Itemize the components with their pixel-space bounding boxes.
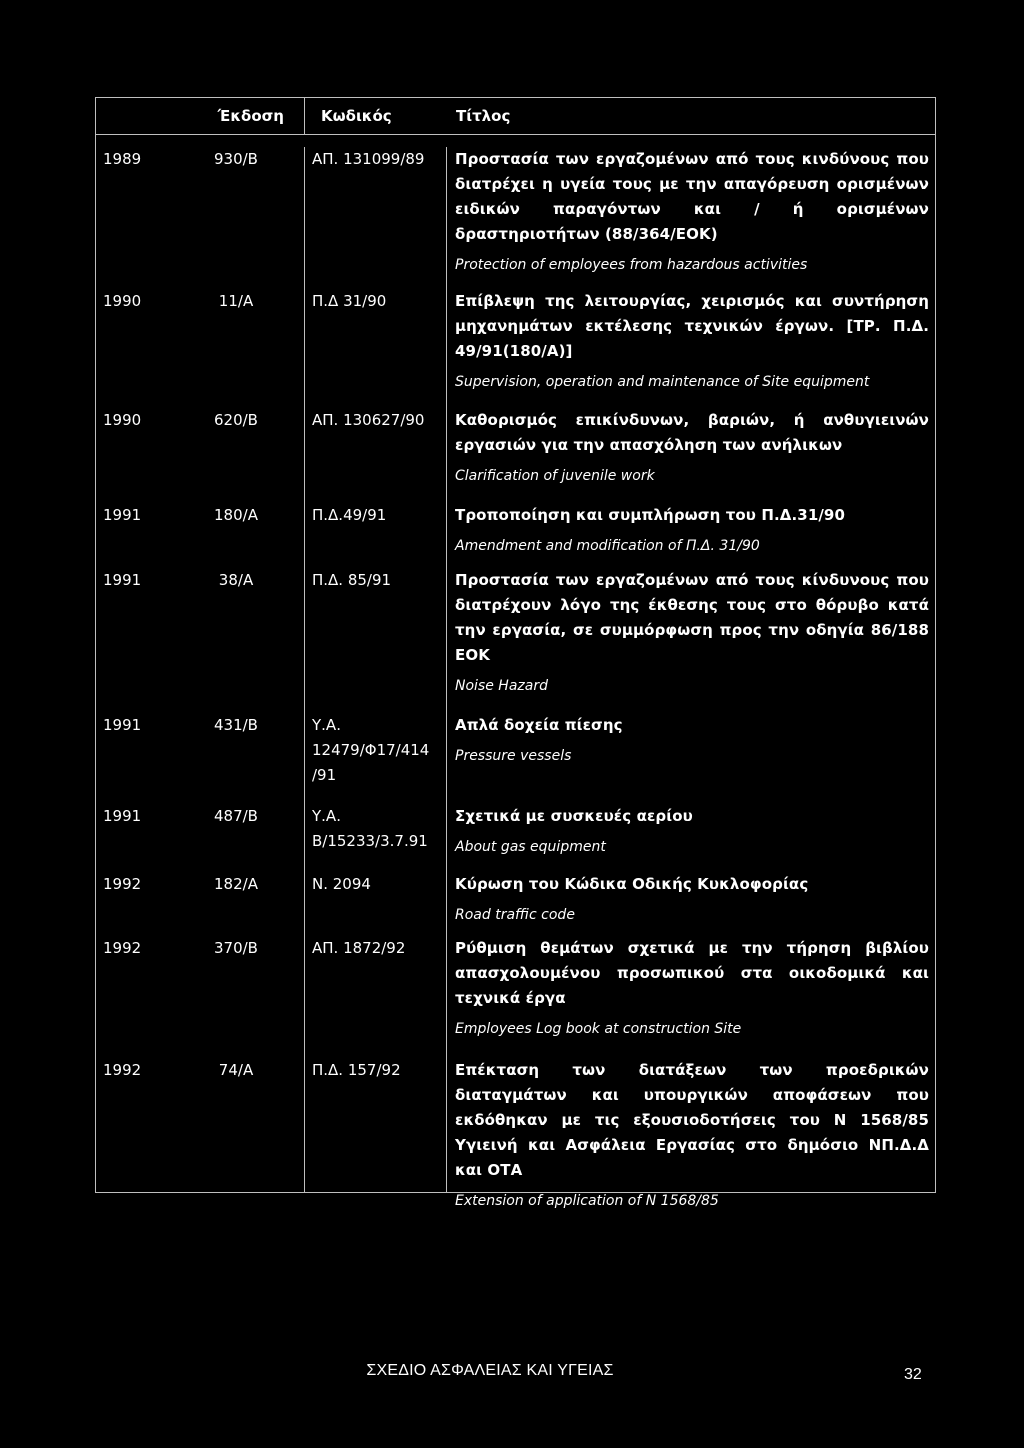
row-title-greek: Απλά δοχεία πίεσης <box>455 716 623 734</box>
header-edition: Έκδοση <box>217 107 284 125</box>
row-code: Υ.Α. 12479/Φ17/414 /91 <box>304 713 446 804</box>
row-issue: 431/Β <box>214 716 258 734</box>
row-title-greek: Επέκταση των διατάξεων των προεδρικών διαταγμάτων και υπουργικών αποφάσεων που εκδόθηκαν με τις εξουσιοδοτήσεις του Ν 1568/85 Υγιεινή και Ασφάλεια Εργασίας στο δημόσιο ΝΠ.Δ.Δ και ΟΤΑ <box>455 1061 929 1179</box>
row-title <box>446 289 935 408</box>
row-title <box>446 936 935 1058</box>
row-code: Π.Δ.49/91 <box>304 503 446 568</box>
row-issue: 38/Α <box>218 571 254 589</box>
row-title <box>446 568 935 713</box>
row-year: 1991 <box>103 807 142 825</box>
table-row <box>96 568 935 713</box>
legislation-table <box>95 97 936 1209</box>
footer-title: ΣΧΕΔΙΟ ΑΣΦΑΛΕΙΑΣ ΚΑΙ ΥΓΕΙΑΣ <box>366 1362 614 1379</box>
row-code: ΑΠ. 1872/92 <box>304 936 446 1058</box>
table-row <box>96 289 935 408</box>
row-title <box>446 713 935 804</box>
header-code: Κωδικός <box>304 98 446 134</box>
table-row <box>96 872 935 936</box>
row-code: Υ.Α. Β/15233/3.7.91 <box>304 804 446 872</box>
row-title-greek: Προστασία των εργαζομένων από τους κίνδυνους που διατρέχουν λόγο της έκθεσης τους στο θόρυβο κατά την εργασία, σε συμμόρφωση προς την οδηγία 86/188 ΕΟΚ <box>455 571 929 664</box>
header-title: Τίτλος <box>456 107 511 125</box>
row-title-english: Employees Log book at construction Site <box>455 1021 742 1037</box>
row-issue: 11/Α <box>218 292 254 310</box>
row-code: Π.Δ. 85/91 <box>304 568 446 713</box>
row-title-greek: Ρύθμιση θεμάτων σχετικά με την τήρηση βιβλίου απασχολουμένου προσωπικού στα οικοδομικά και τεχνικά έργα <box>455 939 929 1007</box>
row-year: 1990 <box>103 292 142 310</box>
row-code: ΑΠ. 130627/90 <box>304 408 446 503</box>
row-title <box>446 804 935 872</box>
row-title <box>446 408 935 503</box>
row-issue: 620/Β <box>214 411 258 429</box>
row-issue: 487/Β <box>214 807 258 825</box>
row-title-english: Protection of employees from hazardous activities <box>455 257 808 273</box>
row-title-english: Amendment and modification of Π.Δ. 31/90 <box>455 538 760 554</box>
table-header <box>96 97 935 135</box>
row-year: 1992 <box>103 1061 142 1079</box>
row-title-english: Supervision, operation and maintenance of Site equipment <box>455 374 870 390</box>
row-year: 1991 <box>103 716 142 734</box>
row-title-greek: Σχετικά με συσκευές αερίου <box>455 807 693 825</box>
row-code: ΑΠ. 131099/89 <box>304 147 446 289</box>
page-number: 32 <box>904 1366 922 1383</box>
row-title <box>446 1058 935 1209</box>
row-issue: 74/Α <box>218 1061 254 1079</box>
table-row <box>96 408 935 503</box>
row-title-greek: Τροποποίηση και συμπλήρωση του Π.Δ.31/90 <box>455 506 846 524</box>
row-title <box>446 503 935 568</box>
row-issue: 180/Α <box>214 506 258 524</box>
table-row <box>96 936 935 1058</box>
row-year: 1990 <box>103 411 142 429</box>
row-issue: 182/Α <box>214 875 258 893</box>
row-code: Π.Δ 31/90 <box>304 289 446 408</box>
row-title-english: Noise Hazard <box>455 678 548 694</box>
row-title-english: Clarification of juvenile work <box>455 468 655 484</box>
row-title-english: About gas equipment <box>455 839 606 855</box>
row-year: 1991 <box>103 571 142 589</box>
row-title-english: Road traffic code <box>455 907 575 923</box>
table-row <box>96 804 935 872</box>
table-row <box>96 713 935 804</box>
row-year: 1989 <box>103 150 142 168</box>
row-title-english: Pressure vessels <box>455 748 572 764</box>
row-year: 1992 <box>103 875 142 893</box>
table-row <box>96 503 935 568</box>
row-year: 1991 <box>103 506 142 524</box>
table-row <box>96 1058 935 1209</box>
row-code: Ν. 2094 <box>304 872 446 936</box>
row-year: 1992 <box>103 939 142 957</box>
row-title-english: Extension of application of N 1568/85 <box>455 1193 719 1209</box>
row-issue: 370/Β <box>214 939 258 957</box>
row-title <box>446 872 935 936</box>
row-title-greek: Κύρωση του Κώδικα Οδικής Κυκλοφορίας <box>455 875 809 893</box>
table-body <box>96 135 935 1209</box>
row-title-greek: Καθορισμός επικίνδυνων, βαριών, ή ανθυγιεινών εργασιών για την απασχόληση των ανήλικων <box>455 411 929 454</box>
row-code: Π.Δ. 157/92 <box>304 1058 446 1192</box>
row-title-greek: Προστασία των εργαζομένων από τους κινδύνους που διατρέχει η υγεία τους με την απαγόρευση ορισμένων ειδικών παραγόντων και / ή ορισμένων δραστηριοτήτων (88/364/ΕΟΚ) <box>455 150 929 243</box>
row-issue: 930/Β <box>214 150 258 168</box>
table-row <box>96 135 935 289</box>
row-title-greek: Επίβλεψη της λειτουργίας, χειρισμός και συντήρηση μηχανημάτων εκτέλεσης τεχνικών έργων. [ΤΡ. Π.Δ. 49/91(180/Α)] <box>455 292 929 360</box>
row-title <box>446 147 935 289</box>
